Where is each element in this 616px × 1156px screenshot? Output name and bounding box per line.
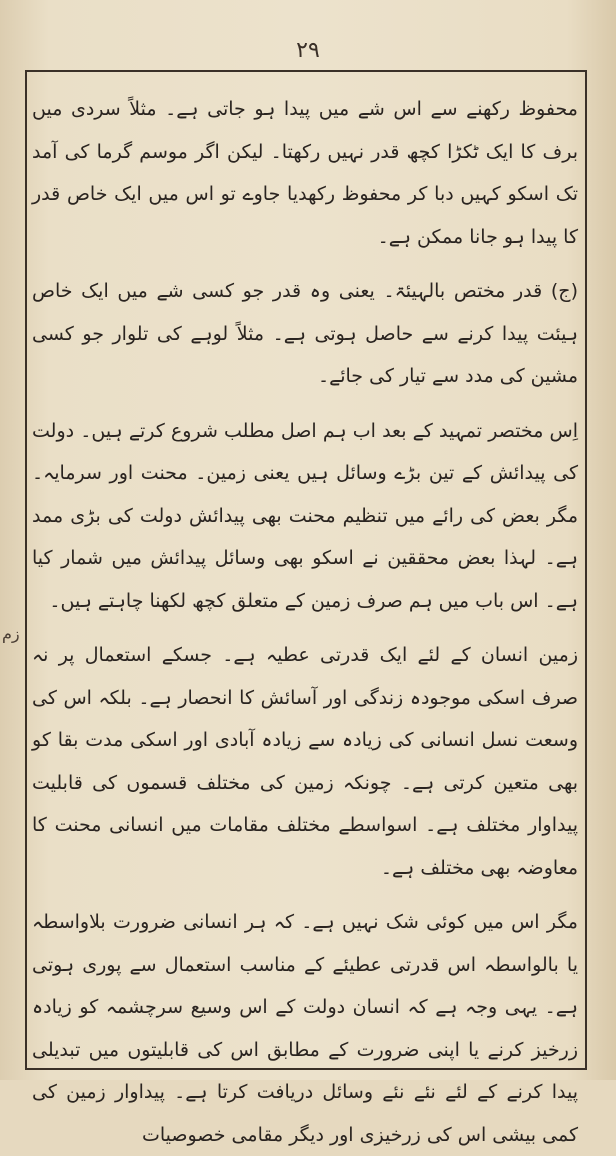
paragraph-1: محفوظ رکھنے سے اس شے میں پیدا ہو جاتی ہے۔ مثلاً سردی میں برف کا ایک ٹکڑا کچھ قدر نہیں رکھتا۔ لیکن اگر موسم گرما کی آمد تک اسکو کہیں دبا کر محفوظ رکھدیا جاوے تو اس میں ایک خاص قدر کا پیدا ہو جانا ممکن ہے۔ <box>32 98 578 248</box>
paragraph-3: اِس مختصر تمہید کے بعد اب ہم اصل مطلب شروع کرتے ہیں۔ دولت کی پیدائش کے تین بڑے وسائل ہیں یعنی زمین۔ محنت اور سرمایہ۔ مگر بعض کی رائے میں تنظیم محنت بھی پیدائش دولت کی بڑی ممد ہے۔ لہذا بعض محققین نے اسکو بھی وسائل پیدائش میں شمار کیا ہے۔ اس باب میں ہم صرف زمین کے متعلق کچھ لکھنا چاہتے ہیں۔ <box>32 419 578 612</box>
paragraph-2: (ج) قدر مختص بالہیئۃ۔ یعنی وہ قدر جو کسی شے میں ایک خاص ہیئت پیدا کرنے سے حاصل ہوتی ہے۔ مثلاً لوہے کی تلوار جو کسی مشین کی مدد سے تیار کی جائے۔ <box>32 280 578 387</box>
paragraph-5: مگر اس میں کوئی شک نہیں ہے۔ کہ ہر انسانی ضرورت بلاواسطہ یا بالواسطہ اس قدرتی عطیئے کے مناسب استعمال سے پوری ہوتی ہے۔ یہی وجہ ہے کہ انسان دولت کے اس وسیع سرچشمہ کو زیادہ زرخیز کرنے یا اپنی ضرورت کے مطابق اس کی قابلیتوں میں تبدیلی پیدا کرنے کے لئے نئے نئے وسائل دریافت کرتا ہے۔ پیداوار زمین کی کمی بیشی اس کی زرخیزی اور دیگر مقامی خصوصیات <box>32 911 578 1146</box>
margin-note: زم <box>2 624 20 643</box>
text-body <box>32 88 578 1146</box>
page-number: ۲۹ <box>296 38 320 63</box>
paragraph-4: زمین انسان کے لئے ایک قدرتی عطیہ ہے۔ جسکے استعمال پر نہ صرف اسکی موجودہ زندگی اور آسائش کا انحصار ہے۔ بلکہ اس کی وسعت نسل انسانی کی زیادہ سے زیادہ آبادی اور اسکی مدت بقا کو بھی متعین کرتی ہے۔ چونکہ زمین کی مختلف قسموں کی قابلیت پیداوار مختلف ہے۔ اسواسطے مختلف مقامات میں انسانی محنت کا معاوضہ بھی مختلف ہے۔ <box>32 644 578 879</box>
